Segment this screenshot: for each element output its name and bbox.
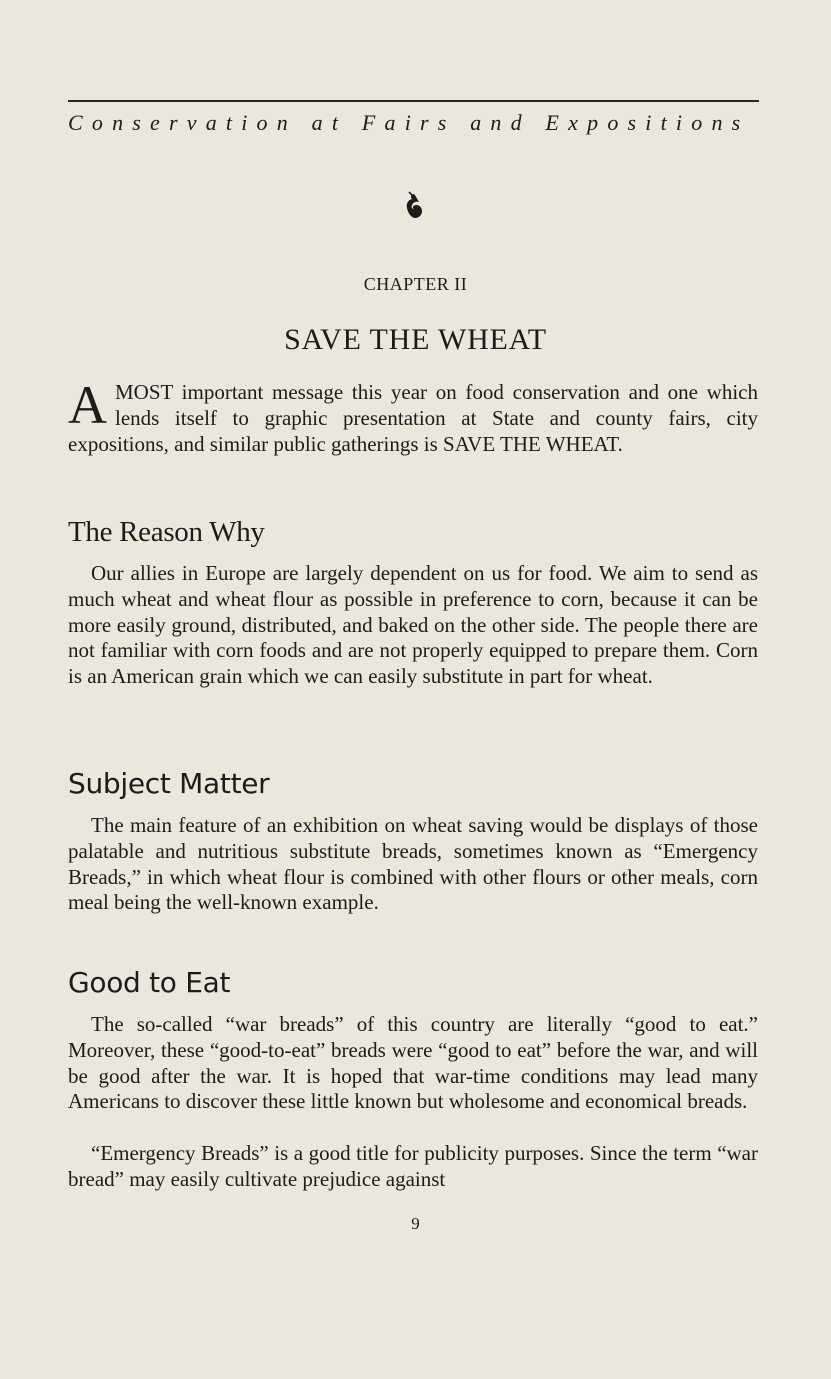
intro-text: MOST important message this year on food conservation and one which lends itself to graphic presentation at State and county fairs, city expositions, and similar public gatherings is SAVE THE WHEAT. — [68, 380, 758, 456]
section-heading-reason-why: The Reason Why — [68, 516, 265, 548]
section-heading-good-to-eat: Good to Eat — [68, 966, 231, 999]
subject-matter-paragraph: The main feature of an exhibition on wheat saving would be displays of those palatable and nutritious substitute breads, sometimes known as “Emergency Breads,” in which wheat flour is combined with other flours or other meals, corn meal being the well-known example. — [68, 813, 758, 915]
page-number: 9 — [411, 1214, 420, 1233]
good-to-eat-paragraph-2: “Emergency Breads” is a good title for publicity purposes. Since the term “war bread” may easily cultivate prejudice against — [68, 1141, 758, 1191]
running-head-text: Conservation at Fairs and Expositions — [68, 110, 750, 135]
drop-cap: A — [68, 375, 107, 435]
fleuron-ornament-icon — [401, 190, 427, 222]
intro-paragraph — [68, 375, 758, 457]
chapter-title: SAVE THE WHEAT — [284, 323, 547, 356]
running-head — [68, 100, 759, 136]
chapter-label: CHAPTER II — [363, 274, 468, 294]
reason-why-paragraph: Our allies in Europe are largely dependent on us for food. We aim to send as much wheat and wheat flour as possible in preference to corn, because it can be more easily ground, distributed, and baked on the other side. The people there are not familiar with corn foods and are not properly equipped to prepare them. Corn is an American grain which we can easily substitute in part for wheat. — [68, 561, 758, 689]
good-to-eat-paragraph-1: The so-called “war breads” of this country are literally “good to eat.” Moreover, these “good-to-eat” breads were “good to eat” before the war, and will be good after the war. It is hoped that war-time conditions may lead many Americans to discover these little known but wholesome and economical breads. — [68, 1012, 758, 1114]
section-heading-subject-matter: Subject Matter — [68, 767, 270, 800]
